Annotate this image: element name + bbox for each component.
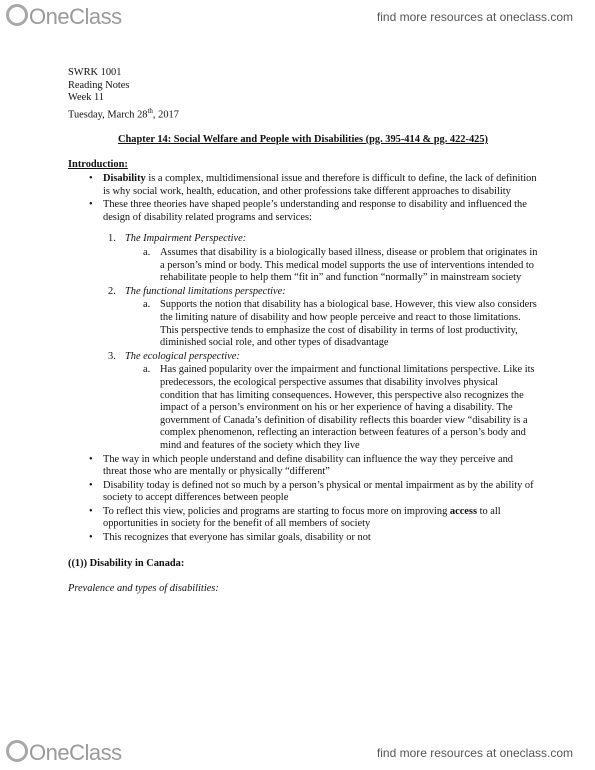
perspective-title <box>68 286 538 299</box>
bullet-icon: • <box>89 505 93 517</box>
top-banner <box>0 0 595 34</box>
date-line <box>68 105 538 122</box>
subsection-heading: Prevalence and types of disabilities: <box>68 583 219 595</box>
bullet-text: is a complex, multidimensional issue and therefore is difficult to define, the lack of definition is why social work, health, education, and other professions take different approaches to disability <box>103 173 537 197</box>
date-sup: th <box>147 106 153 115</box>
perspective-detail <box>68 364 538 452</box>
bottom-banner <box>0 738 595 770</box>
week-label: Week 11 <box>68 92 104 104</box>
perspective-title <box>68 351 538 364</box>
doc-header <box>68 67 538 122</box>
perspective-detail <box>68 299 538 349</box>
term-disability: Disability <box>103 173 146 185</box>
course-code: SWRK 1001 <box>68 67 122 78</box>
section-heading: ((1)) Disability in Canada: <box>68 557 185 569</box>
tagline-link[interactable]: find more resources at oneclass.com <box>376 746 573 760</box>
item-number: 2. <box>108 285 116 297</box>
logo-ring-icon <box>6 4 28 26</box>
sub-letter: a. <box>143 247 151 258</box>
bullet-icon: • <box>89 173 93 185</box>
term-access: access <box>449 505 478 517</box>
item-number: 3. <box>108 350 116 362</box>
list-item <box>68 199 538 224</box>
tagline-link[interactable]: find more resources at oneclass.com <box>376 10 573 24</box>
date-suffix: , 2017 <box>152 109 179 121</box>
doc-type: Reading Notes <box>68 79 130 91</box>
perspective-title <box>68 233 538 246</box>
list-item <box>68 454 538 479</box>
document-body <box>68 67 538 596</box>
oneclass-logo[interactable] <box>6 4 122 30</box>
logo-text: OneClass <box>29 740 122 765</box>
perspective-name: The Impairment Perspective: <box>125 233 247 245</box>
bullet-text: to all opportunities in society for the benefit of all members of society <box>103 505 501 530</box>
oneclass-logo[interactable] <box>6 740 122 766</box>
perspective-detail <box>68 247 538 285</box>
bullet-text: To reflect this view, policies and programs are starting to focus more on improving <box>103 505 450 517</box>
list-item <box>68 506 538 531</box>
bullet-icon: • <box>89 199 93 211</box>
intro-heading: Introduction: <box>68 159 128 171</box>
logo-ring-icon <box>6 740 28 762</box>
perspective-name: The functional limitations perspective: <box>125 285 286 297</box>
list-item <box>68 532 538 545</box>
date-prefix: Tuesday, March 28 <box>68 109 148 121</box>
bullet-icon: • <box>89 532 93 544</box>
list-item <box>68 173 538 198</box>
bullet-icon: • <box>89 479 93 491</box>
chapter-title: Chapter 14: Social Welfare and People with Disabilities (pg. 395-414 & pg. 422-425) <box>117 133 489 145</box>
detail-text: Assumes that disability is a biologically based illness, disease or problem that originates in a person’s mind or body. This medical model supports the use of interventions intended to rehabilitate people to help them “fit in” and function “normally” in mainstream society <box>160 247 538 284</box>
logo-text: OneClass <box>29 4 122 29</box>
bullet-text: Disability today is defined not so much by a person’s physical or mental impairment as by the ability of society to accept differences between people <box>103 479 534 504</box>
item-number: 1. <box>108 233 116 245</box>
bullet-icon: • <box>89 453 93 465</box>
detail-text: Has gained popularity over the impairment and functional limitations perspective. Like its predecessors, the ecological perspective assumes that disability involves physical condition that has limiting consequences. However, this perspective also recognizes the impact of a person’s environment on his or her experience of having a disability. The government of Canada’s definition of disability reflects this boarder view “disability is a complex phenomenon, reflecting an interaction between features of a person’s body and mind and features of the society which they live <box>160 364 535 451</box>
sub-letter: a. <box>143 299 151 311</box>
bullet-text: These three theories have shaped people’s understanding and response to disability and influenced the design of disability related programs and services: <box>103 199 527 223</box>
perspective-name: The ecological perspective: <box>125 350 240 362</box>
sub-letter: a. <box>143 364 151 376</box>
bullet-text: This recognizes that everyone has similar goals, disability or not <box>103 532 371 544</box>
bullet-text: The way in which people understand and define disability can influence the way they perceive and threat those who are mentally or physically “different” <box>103 453 513 478</box>
detail-text: Supports the notion that disability has a biological base. However, this view also considers the limiting nature of disability and how people perceive and react to those limitations. This perspective tends to emphasize the cost of disability in terms of lost productivity, diminished social role, and other types of disadvantage <box>160 299 537 349</box>
list-item <box>68 480 538 505</box>
